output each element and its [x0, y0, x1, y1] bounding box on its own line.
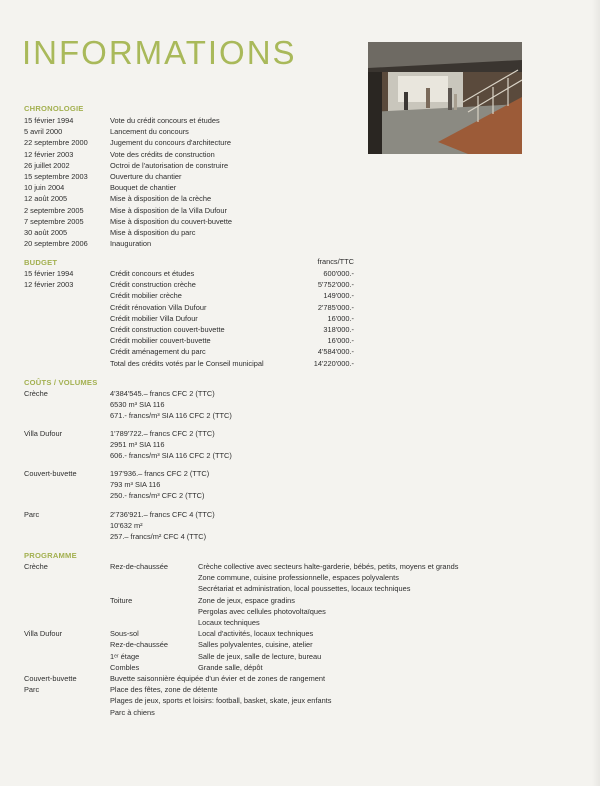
- programme-level: Parc à chiens: [110, 707, 155, 717]
- couts-value: 671.- francs/m³ SIA 116 CFC 2 (TTC): [110, 411, 232, 420]
- programme-heading: PROGRAMME: [24, 551, 77, 560]
- programme-description: Salle de jeux, salle de lecture, bureau: [198, 651, 322, 661]
- programme-description: Pergolas avec cellules photovoltaïques: [198, 606, 326, 616]
- chronologie-date: 30 août 2005: [24, 228, 68, 237]
- budget-amount: 600'000.-: [323, 269, 354, 278]
- budget-label: Crédit aménagement du parc: [110, 347, 206, 357]
- couts-group-name: Parc: [24, 510, 40, 519]
- staircase-photo-illustration: [368, 42, 522, 154]
- budget-amount: 5'752'000.-: [317, 280, 354, 290]
- couts-value: 793 m³ SIA 116: [110, 480, 161, 489]
- programme-level: Rez-de-chaussée: [110, 562, 168, 571]
- budget-date: 15 février 1994: [24, 269, 74, 278]
- budget-label: Crédit concours et études: [110, 269, 195, 278]
- couts-value: 606.- francs/m³ SIA 116 CFC 2 (TTC): [110, 451, 232, 460]
- programme-level: Place des fêtes, zone de détente: [110, 685, 218, 695]
- budget-amount: 4'584'000.-: [317, 347, 354, 357]
- couts-group-name: Couvert-buvette: [24, 469, 77, 478]
- couts-value: 250.- francs/m³ CFC 2 (TTC): [110, 491, 205, 500]
- budget-amount: 16'000.-: [327, 313, 354, 323]
- budget-date: 12 février 2003: [24, 280, 74, 290]
- couts-value: 10'632 m²: [110, 521, 143, 530]
- programme-level: Plages de jeux, sports et loisirs: football, basket, skate, jeux enfants: [110, 696, 332, 706]
- couts-value: 2'736'921.– francs CFC 4 (TTC): [110, 510, 215, 519]
- chronologie-event: Mise à disposition du couvert-buvette: [110, 216, 233, 226]
- couts-group-name: Villa Dufour: [24, 429, 63, 438]
- programme-building: Couvert-buvette: [24, 674, 77, 683]
- chronologie-date: 15 septembre 2003: [24, 172, 88, 181]
- budget-unit: francs/TTC: [317, 257, 354, 266]
- chronologie-event: Jugement du concours d'architecture: [110, 138, 231, 148]
- chronologie-event: Octroi de l'autorisation de construire: [110, 160, 229, 170]
- budget-label: Crédit rénovation Villa Dufour: [110, 302, 207, 312]
- programme-description: Secrétariat et administration, local poussettes, locaux techniques: [198, 584, 411, 594]
- programme-building: Parc: [24, 685, 40, 695]
- budget-amount: 14'220'000.-: [313, 358, 354, 368]
- couts-value: 197'936.– francs CFC 2 (TTC): [110, 469, 210, 478]
- programme-level: 1ᵉʳ étage: [110, 651, 140, 661]
- couts-heading: COÛTS / VOLUMES: [24, 378, 98, 387]
- couts-group-name: Crèche: [24, 389, 48, 398]
- chronologie-event: Vote du crédit concours et études: [110, 116, 220, 125]
- budget-heading: BUDGET: [24, 258, 58, 267]
- programme-level: Toiture: [110, 595, 133, 605]
- programme-level: Rez-de-chaussée: [110, 640, 168, 650]
- budget-amount: 16'000.-: [327, 336, 354, 346]
- chronologie-event: Lancement du concours: [110, 127, 189, 137]
- programme-building: Crèche: [24, 562, 48, 571]
- chronologie-event: Ouverture du chantier: [110, 172, 182, 181]
- chronologie-date: 5 avril 2000: [24, 127, 63, 137]
- programme-building: Villa Dufour: [24, 629, 63, 639]
- chronologie-event: Bouquet de chantier: [110, 183, 177, 193]
- budget-amount: 318'000.-: [323, 325, 354, 334]
- chronologie-date: 20 septembre 2006: [24, 239, 88, 249]
- budget-label: Total des crédits votés par le Conseil municipal: [110, 358, 264, 368]
- couts-value: 257.– francs/m² CFC 4 (TTC): [110, 532, 207, 541]
- couts-value: 6530 m³ SIA 116: [110, 400, 165, 409]
- interior-photo: [368, 42, 522, 154]
- programme-description: Locaux techniques: [198, 618, 260, 627]
- budget-label: Crédit construction crèche: [110, 280, 196, 290]
- chronologie-event: Mise à disposition de la Villa Dufour: [110, 205, 227, 215]
- chronologie-event: Mise à disposition de la crèche: [110, 194, 212, 204]
- budget-label: Crédit mobilier Villa Dufour: [110, 313, 198, 323]
- chronologie-date: 12 août 2005: [24, 194, 68, 204]
- couts-value: 2951 m³ SIA 116: [110, 440, 165, 449]
- programme-description: Local d'activités, locaux techniques: [198, 629, 314, 639]
- chronologie-event: Vote des crédits de construction: [110, 149, 215, 159]
- budget-label: Crédit mobilier crèche: [110, 291, 182, 301]
- chronologie-date: 2 septembre 2005: [24, 205, 84, 215]
- chronologie-event: Mise à disposition du parc: [110, 228, 196, 237]
- chronologie-event: Inauguration: [110, 239, 152, 249]
- budget-amount: 2'785'000.-: [317, 302, 354, 312]
- programme-level: Sous-sol: [110, 629, 139, 639]
- chronologie-heading: CHRONOLOGIE: [24, 104, 84, 113]
- chronologie-date: 22 septembre 2000: [24, 138, 88, 148]
- programme-description: Zone commune, cuisine professionnelle, espaces polyvalents: [198, 573, 399, 583]
- programme-level: Combles: [110, 662, 140, 672]
- chronologie-date: 7 septembre 2005: [24, 216, 84, 226]
- chronologie-date: 12 février 2003: [24, 149, 74, 159]
- couts-value: 4'384'545.– francs CFC 2 (TTC): [110, 389, 215, 398]
- programme-description: Salles polyvalentes, cuisine, atelier: [198, 640, 313, 650]
- chronologie-date: 10 juin 2004: [24, 183, 65, 193]
- chronologie-date: 26 juillet 2002: [24, 160, 70, 170]
- programme-level: Buvette saisonnière équipée d'un évier et de zones de rangement: [110, 674, 326, 683]
- page-title: INFORMATIONS: [22, 34, 297, 71]
- programme-description: Crèche collective avec secteurs halte-garderie, bébés, petits, moyens et grands: [198, 562, 459, 571]
- budget-amount: 149'000.-: [323, 291, 354, 301]
- budget-label: Crédit mobilier couvert-buvette: [110, 336, 211, 346]
- programme-description: Zone de jeux, espace gradins: [198, 595, 295, 605]
- page-edge-shadow: [592, 0, 600, 786]
- chronologie-date: 15 février 1994: [24, 116, 74, 125]
- programme-description: Grande salle, dépôt: [198, 662, 263, 672]
- couts-value: 1'789'722.– francs CFC 2 (TTC): [110, 429, 215, 438]
- budget-label: Crédit construction couvert-buvette: [110, 325, 225, 334]
